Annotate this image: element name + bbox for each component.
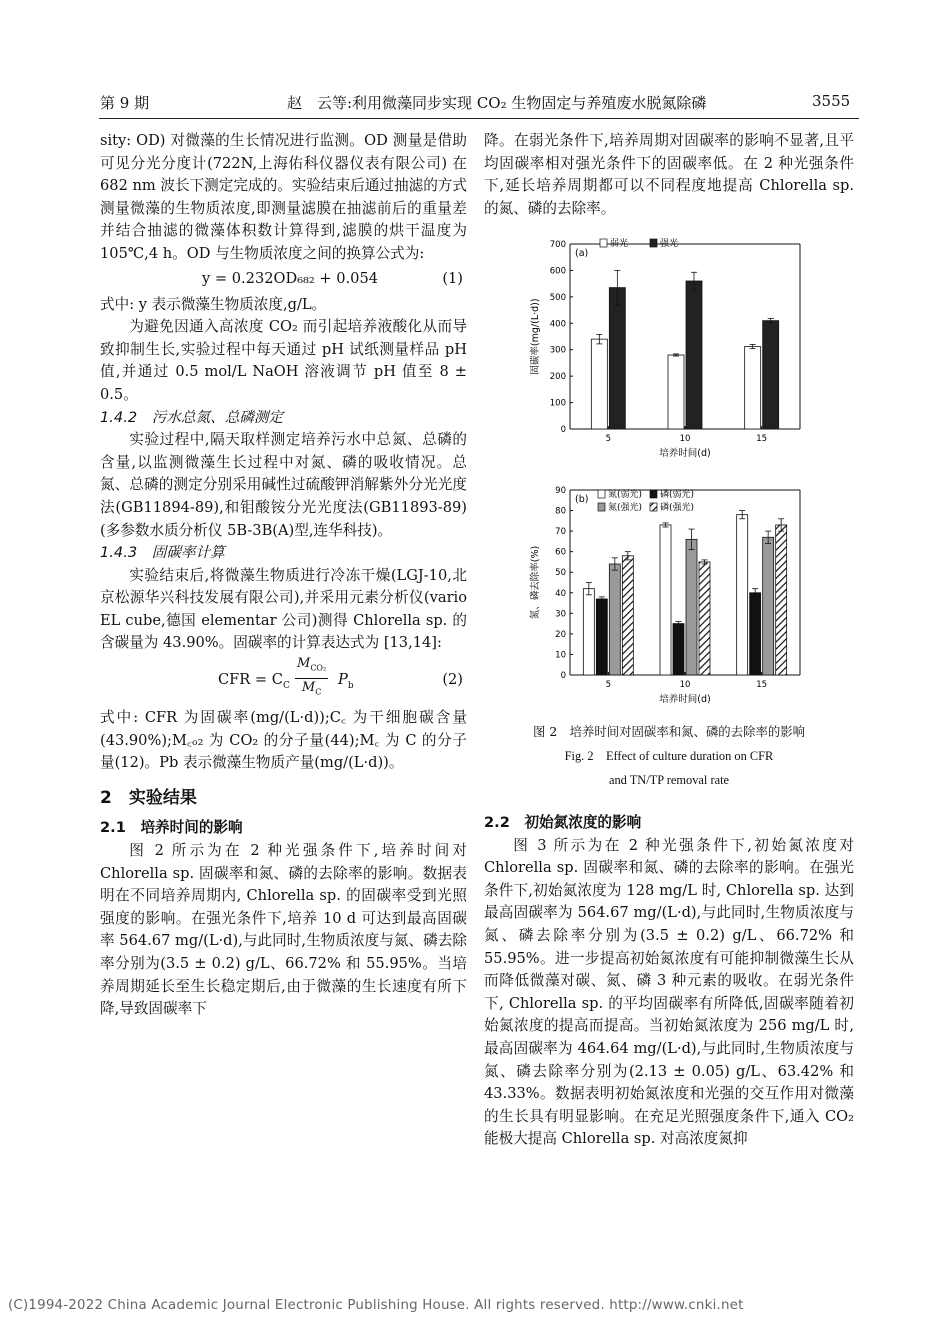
y-tick-label: 40 [555,588,566,599]
heading-1-4-3: 1.4.3 固碳率计算 [100,544,225,562]
y-tick-label: 200 [549,372,566,383]
right-p2: 图 3 所示为在 2 种光强条件下,初始氮浓度对 Chlorella sp. 固碳率和氮、磷的去除率的影响。在强光条件下,初始氮浓度为 128 mg/L 时, Chlorella sp. 达到最高固碳率为 564.67 mg/(L·d),与此同时,生物质浓度与氮、磷去除率分别为(3.5 ± 0.2) g/L、66.72% 和 55.95%。进一步提高初始氮浓度有可能抑制微藻生长从而降低微藻对碳、氮、磷 3 种元素的吸收。在弱光条件下, Chlorella sp. 的平均固碳率有所降低,固碳率随着初始氮浓度的提高而提高。当初始氮浓度为 256 mg/L 时,最高固碳率为 464.64 mg/(L·d),与此同时,生物质浓度与氮、磷去除率分别为(2.13 ± 0.05) g/L、63.42% 和 43.33%。数据表明初始氮浓度和光强的交互作用对微藻的生长具有明显影响。在充足光照强度条件下,通入 CO₂ 能极大提高 Chlorella sp. 对高浓度氮抑 [484,836,854,1148]
heading-1-4-2: 1.4.2 污水总氮、总磷测定 [100,408,284,426]
x-axis-label: 培养时间(d) [659,448,711,459]
y-axis-label: 固碳率(mg/(L·d)) [530,298,541,375]
bar [745,347,761,429]
legend-swatch [598,503,605,511]
bar [686,539,697,675]
y-tick-label: 20 [555,629,566,640]
equation-2-pb: $P_b$ [338,671,354,691]
figure-caption-cn: 图 2 培养时间对固碳率和氮、磷的去除率的影响 [532,724,806,739]
equation-2-number: (2) [442,671,463,689]
bar [776,525,787,675]
left-p3: 为避免因通入高浓度 CO₂ 而引起培养液酸化从而导致抑制生长,实验过程中每天通过 pH 试纸测量样品 pH 值,并通过 0.5 mol/L NaOH 溶液调节 pH 值至 8 ± 0.5。 [100,318,467,403]
bar [583,589,594,675]
y-tick-label: 70 [555,527,566,538]
left-p6: 式中: CFR 为固碳率(mg/(L·d));C꜀ 为干细胞碳含量(43.90%);M꜀ₒ₂ 为 CO₂ 的分子量(44);M꜀ 为 C 的分子量(12)。Pb 表示微藻生物质产量(mg/(L·d))。 [100,709,467,772]
left-column [100,130,467,1021]
issue-label: 第 9 期 [100,94,150,112]
header-rule [99,118,859,119]
heading-2: 2 实验结果 [100,787,197,808]
right-p1: 降。在弱光条件下,培养周期对固碳率的影响不显著,且平均固碳率相对强光条件下的固碳率低。在 2 种光强条件下,延长培养周期都可以不同程度地提高 Chlorella sp. 的氮、磷的去除率。 [484,132,854,217]
legend-swatch [650,490,657,498]
legend-swatch [650,503,657,511]
x-tick-label: 5 [605,680,612,690]
bar [750,593,761,675]
bar [668,355,684,429]
legend-label: 强光 [660,239,679,249]
legend-label: 氮(弱光) [608,490,643,500]
legend-label: 弱光 [610,239,629,249]
y-tick-label: 50 [555,568,566,579]
bar [609,288,625,429]
bar [660,525,671,675]
equation-1 [100,268,467,292]
legend-swatch [598,490,605,498]
equation-1-number: (1) [442,269,463,287]
running-title: 赵 云等:利用微藻同步实现 CO₂ 生物固定与养殖废水脱氮除磷 [287,94,707,112]
heading-2-1: 2.1 培养时间的影响 [100,819,243,837]
bar [699,562,710,675]
bar [591,339,607,429]
x-tick-label: 10 [679,680,691,690]
legend-label: 磷(强光) [660,503,695,513]
left-p5: 实验结束后,将微藻生物质进行冷冻干燥(LGJ-10,北京松源华兴科技发展有限公司),并采用元素分析仪(vario EL cube,德国 elementar 公司)测得 Chlorella sp. 的含碳量为 43.90%。固碳率的计算表达式为 [13,14]: [100,566,467,652]
bar [737,515,748,675]
left-p2: 式中: y 表示微藻生物质浓度,g/L。 [100,295,327,313]
left-p4: 实验过程中,隔天取样测定培养污水中总氮、总磷的含量,以监测微藻生长过程中对氮、磷的吸收情况。总氮、总磷的测定分别采用碱性过硫酸钾消解紫外分光光度法(GB11894-89),和钼酸铵分光光度法(GB11893-89)(多参数水质分析仪 5B-3B(A)型,连华科技)。 [100,431,467,539]
right-column-bottom [484,812,854,1151]
y-tick-label: 500 [549,292,566,303]
bar [763,321,779,429]
y-tick-label: 600 [549,266,566,277]
x-axis-label: 培养时间(d) [659,694,711,705]
chart-b [520,480,810,715]
y-tick-label: 80 [555,506,566,517]
panel-label: (a) [575,248,589,259]
y-tick-label: 90 [555,486,566,496]
legend-swatch [650,239,657,247]
y-axis-label: 氮、磷去除率(%) [530,545,541,620]
legend-swatch [600,239,607,247]
legend-label: 磷(弱光) [660,490,695,500]
figure-caption-en-2: and TN/TP removal rate [608,773,730,787]
y-tick-label: 700 [549,240,566,250]
equation-2 [100,655,467,707]
x-tick-label: 15 [756,680,768,690]
figure-caption-en-1: Fig. 2 Effect of culture duration on CFR [564,749,774,763]
bar [609,564,620,675]
x-tick-label: 10 [679,434,691,444]
x-tick-label: 15 [756,434,768,444]
equation-2-fraction: $M_{CO_2}$ $M_C$ [297,656,327,697]
x-tick-label: 5 [605,434,612,444]
legend-label: 氮(强光) [608,503,643,513]
equation-1-body: y = 0.232OD₆₈₂ + 0.054 [202,269,379,287]
right-column-top [484,130,854,220]
y-tick-label: 60 [555,547,566,558]
chart-a [520,234,810,466]
y-tick-label: 400 [549,319,566,330]
bar [763,537,774,675]
left-p7: 图 2 所示为在 2 种光强条件下,培养时间对 Chlorella sp. 固碳率和氮、磷的去除率的影响。数据表明在不同培养周期内, Chlorella sp. 的固碳率受到光照强度的影响。在强光条件下,培养 10 d 可达到最高固碳率 564.67 mg/(L·d),与此同时,生物质浓度与氮、磷去除率分别为(3.5 ± 0.2) g/L、66.72% 和 55.95%。当培养周期延长至生长稳定期后,由于微藻的生长速度有所下降,导致固碳率下 [100,842,467,1018]
bar [622,556,633,675]
copyright-footer: (C)1994-2022 China Academic Journal Electronic Publishing House. All rights reserved. http://www.cnki.net [8,1298,744,1313]
y-tick-label: 0 [560,425,566,435]
bar [673,624,684,675]
y-tick-label: 30 [555,609,566,620]
equation-2-left: CFR = $C_C$ [218,671,290,691]
y-tick-label: 10 [555,650,566,661]
left-p1: sity: OD) 对微藻的生长情况进行监测。OD 测量是借助可见分光分度计(722N,上海佑科仪器仪表有限公司) 在 682 nm 波长下测定完成的。实验结束后通过抽滤的方式测量微藻的生物质浓度,即测量滤膜在抽滤前后的重量差并结合抽滤的微藻体积数计算得到,滤膜的烘干温度为 105℃,4 h。OD 与生物质浓度之间的换算公式为: [100,132,467,262]
y-tick-label: 0 [560,671,566,681]
page-number: 3555 [812,92,851,110]
bar [686,281,702,429]
bar [596,599,607,675]
y-tick-label: 100 [549,398,566,409]
panel-label: (b) [575,494,589,505]
y-tick-label: 300 [549,345,566,356]
heading-2-2: 2.2 初始氮浓度的影响 [484,814,642,831]
